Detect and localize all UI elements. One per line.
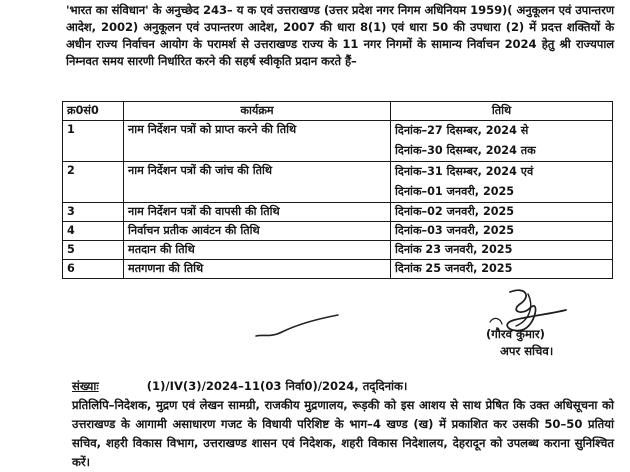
table-row bbox=[63, 260, 613, 279]
header-sn: क्र0सं0 bbox=[63, 102, 124, 121]
copy-text: –निदेशक, मुद्रण एवं लेखन सामग्री, राजकीय मुद्रणालय, रूड़की को इस आशय से साथ प्रेषित कि उक्त अधिसूचना को उत्तराखण्ड के आगामी असाधारण गजट के विधायी परिशिष्ट के भाग–4 खण्ड (ख) में प्रकाशित कर उसकी 50–50 प्रतियां सचिव, शहरी विकास विभाग, उत्तराखण्ड शासन एवं निदेशक, शहरी विकास निदेशालय, देहरादून को उपलब्ध कराना सुनिश्चित करें। bbox=[72, 398, 614, 469]
row-date-line: दिनांक–01 जनवरी, 2025 bbox=[395, 185, 515, 198]
row-date-line: दिनांक–30 दिसम्बर, 2024 तक bbox=[395, 144, 536, 157]
row-program: नाम निर्देशन पत्रों की वापसी की तिथि bbox=[124, 203, 391, 222]
row-date: दिनांक 25 जनवरी, 2025 bbox=[391, 260, 613, 279]
row-program: निर्वाचन प्रतीक आवंटन की तिथि bbox=[124, 222, 391, 241]
row-date-line: दिनांक–31 दिसम्बर, 2024 एवं bbox=[395, 165, 534, 178]
row-sn: 1 bbox=[63, 121, 124, 162]
schedule-table bbox=[62, 101, 613, 279]
row-sn: 5 bbox=[63, 241, 124, 260]
row-date-line: दिनांक–27 दिसम्बर, 2024 से bbox=[395, 124, 529, 137]
row-date bbox=[391, 121, 613, 162]
copy-paragraph bbox=[72, 396, 614, 472]
row-program: नाम निर्देशन पत्रों की जांच की तिथि bbox=[124, 162, 391, 203]
row-date: दिनांक–02 जनवरी, 2025 bbox=[391, 203, 613, 222]
intro-paragraph bbox=[66, 2, 614, 70]
signatory-name: (गौरव कुमार) bbox=[486, 327, 545, 341]
row-sn: 4 bbox=[63, 222, 124, 241]
header-date: तिथि bbox=[391, 102, 613, 121]
table-row bbox=[63, 121, 613, 162]
row-sn: 6 bbox=[63, 260, 124, 279]
row-sn: 3 bbox=[63, 203, 124, 222]
pen-stroke-mark bbox=[252, 312, 342, 342]
row-sn: 2 bbox=[63, 162, 124, 203]
row-date: दिनांक 23 जनवरी, 2025 bbox=[391, 241, 613, 260]
table-row bbox=[63, 162, 613, 203]
reference-line bbox=[72, 379, 407, 394]
reference-label: संख्याः bbox=[72, 379, 99, 393]
row-date: दिनांक–03 जनवरी, 2025 bbox=[391, 222, 613, 241]
row-program: नाम निर्देशन पत्रों को प्राप्त करने की तिथि bbox=[124, 121, 391, 162]
copy-label: प्रतिलिपि bbox=[72, 398, 109, 412]
header-program: कार्यक्रम bbox=[124, 102, 391, 121]
row-program: मतगणना की तिथि bbox=[124, 260, 391, 279]
row-program: मतदान की तिथि bbox=[124, 241, 391, 260]
reference-number: (1)/IV(3)/2024–11(03 निर्वा0)/2024, तद्‌दिनांक। bbox=[146, 379, 408, 393]
table-row bbox=[63, 241, 613, 260]
signatory-title: अपर सचिव। bbox=[500, 344, 554, 358]
table-header-row bbox=[63, 102, 613, 121]
table-row bbox=[63, 203, 613, 222]
table-row bbox=[63, 222, 613, 241]
intro-text: 'भारत का संविधान' के अनुच्छेद 243– य क एवं उत्तराखण्ड (उत्तर प्रदेश नगर निगम अधिनियम 1959)( अनुकूलन एवं उपान्तरण आदेश, 2002) अनुकूलन एवं उपान्तरण आदेश, 2007 की धारा 8(1) एवं धारा 50 की उपधारा (2) में प्रदत्त शक्तियों के अधीन राज्य निर्वाचन आयोग के परामर्श से उत्तराखण्ड राज्य के 11 नगर निगमों के सामान्य निर्वाचन 2024 हेतु श्री राज्यपाल निम्नवत समय सारणी निर्धारित करने की सहर्ष स्वीकृति प्रदान करते हैं– bbox=[66, 3, 614, 68]
row-date bbox=[391, 162, 613, 203]
